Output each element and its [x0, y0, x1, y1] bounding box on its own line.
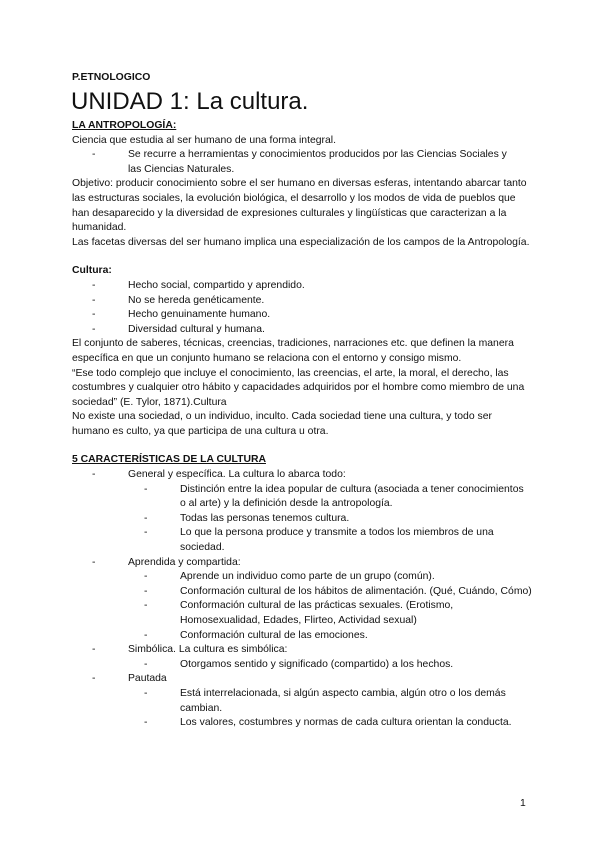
cultura-closing: No existe una sociedad, o un individuo, inculto. Cada sociedad tiene una cultura, y todo ser humano es culto, ya que participa de una cultura u otra. [72, 411, 492, 437]
list-item: - Hecho social, compartido y aprendido. [92, 279, 532, 294]
list-item [92, 468, 532, 556]
sub-item: - Otorgamos sentido y significado (compartido) a los hechos. [144, 658, 532, 673]
list-item: - Hecho genuinamente humano. [92, 308, 532, 323]
cultura-definition: El conjunto de saberes, técnicas, creencias, tradiciones, narraciones etc. que definen la manera específica en que un conjunto humano se relaciona con el entorno y consigo mismo. [72, 338, 514, 364]
list-item: - Diversidad cultural y humana. [92, 323, 532, 338]
sub-list [128, 687, 532, 731]
antropologia-heading: LA ANTROPOLOGÍA: [72, 120, 177, 131]
sub-list [128, 658, 532, 673]
cultura-bullets [72, 279, 532, 337]
item-label: General y específica. La cultura lo abarca todo: [128, 469, 346, 481]
sub-item: - Todas las personas tenemos cultura. [144, 512, 532, 527]
sub-item: - Conformación cultural de las emociones. [144, 629, 532, 644]
sub-item: - Conformación cultural de los hábitos de alimentación. (Qué, Cuándo, Cómo) [144, 585, 532, 600]
item-label: Simbólica. La cultura es simbólica: [128, 644, 288, 656]
sub-item: - Los valores, costumbres y normas de cada cultura orientan la conducta. [144, 716, 532, 731]
unit-title: UNIDAD 1: La cultura. [71, 88, 309, 115]
list-item [92, 643, 532, 672]
sub-list [128, 570, 532, 643]
caracteristicas-heading: 5 CARACTERÍSTICAS DE LA CULTURA [72, 454, 266, 466]
sub-item: - Aprende un individuo como parte de un grupo (común). [144, 570, 532, 585]
caracteristicas-list [72, 468, 532, 731]
antropologia-section [72, 119, 532, 731]
sub-item: - Distinción entre la idea popular de cultura (asociada a tener conocimientos o al arte) y la definición desde la antropología. [144, 483, 532, 512]
list-item: - No se hereda genéticamente. [92, 294, 532, 309]
item-label: Aprendida y compartida: [128, 556, 241, 568]
item-label: Pautada [128, 673, 167, 685]
cultura-heading: Cultura: [72, 265, 112, 277]
list-item [92, 672, 532, 730]
sub-list [128, 483, 532, 556]
antropologia-intro: Ciencia que estudia al ser humano de una forma integral. [72, 134, 336, 146]
antropologia-bullets [72, 148, 532, 177]
antropologia-facets: Las facetas diversas del ser humano implica una especialización de los campos de la Antropología. [72, 236, 530, 248]
list-item: - Se recurre a herramientas y conocimientos producidos por las Ciencias Sociales y las Ciencias Naturales. [92, 148, 522, 177]
tylor-quote: “Ese todo complejo que incluye el conocimiento, las creencias, el arte, la moral, el derecho, las costumbres y cualquier otro hábito y capacidades adquiridos por el hombre como miembro de una sociedad” (E. Tylor, 1871).Cultura [72, 367, 525, 408]
sub-item: - Está interrelacionada, si algún aspecto cambia, algún otro o los demás cambian. [144, 687, 532, 716]
page-number: 1 [520, 798, 526, 809]
list-item [92, 556, 532, 644]
antropologia-objective: Objetivo: producir conocimiento sobre el ser humano en diversas esferas, intentando abarcar tanto las estructuras sociales, la evolución biológica, el desarrollo y los modos de vida de pueblos que han desaparecido y la diversidad de expresiones culturales y lingüísticas que caracterizan a la humanidad. [72, 178, 527, 234]
course-label: P.ETNOLOGICO [72, 72, 151, 83]
sub-item: - Lo que la persona produce y transmite a todos los miembros de una sociedad. [144, 526, 532, 555]
sub-item: - Conformación cultural de las prácticas sexuales. (Erotismo, Homosexualidad, Edades, Flirteo, Actividad sexual) [144, 599, 532, 628]
